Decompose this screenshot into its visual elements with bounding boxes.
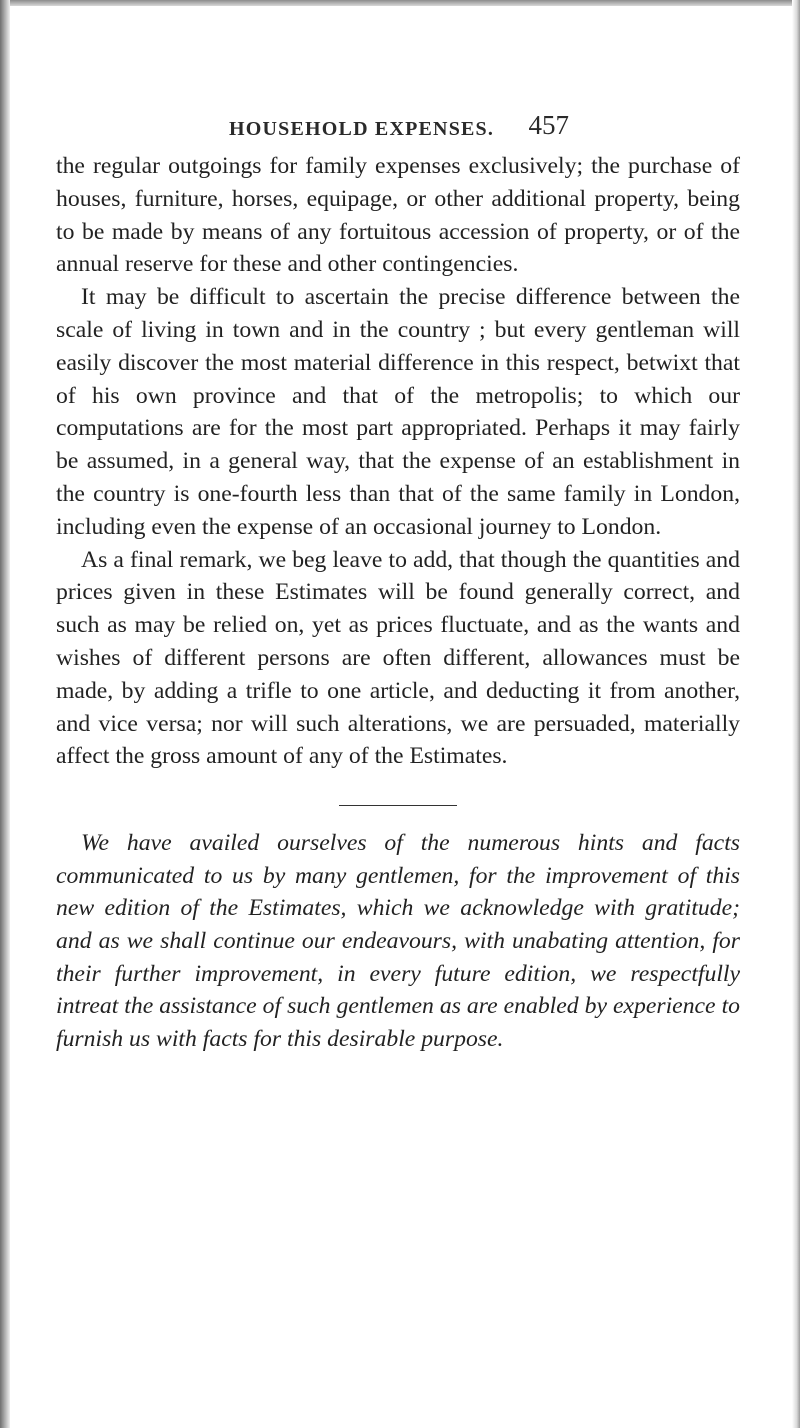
acknowledgement-note: We have availed ourselves of the numerous hints and facts communicated to us by many gentlemen, for the improvement of this new edition of the Estimates, which we acknowledge with gratitude; and as we shall continue our endeavours, with unabating attention, for their further improvement, in every future edition, we respectfully intreat the assistance of such gentlemen as are enabled by experience to furnish us with facts for this desirable purpose. (56, 830, 740, 1052)
paragraph-town-country: It may be difficult to ascertain the precise difference between the scale of living in town and in the country ; but every gentleman will easily discover the most material difference in this respect, betwixt that of his own province and that of the metropolis; to which our computations are for the most part appropriated. Perhaps it may fairly be assumed, in a general way, that the expense of an establishment in the country is one-fourth less than that of the same family in London, including even the expense of an occasional journey to London. (56, 284, 740, 540)
body-text (56, 150, 740, 1055)
page-edge-top (0, 0, 800, 6)
paragraph-continued: the regular outgoings for family expenses exclusively; the purchase of houses, furniture, horses, equipage, or other additional property, being to be made by means of any fortuitous accession of property, or of the annual reserve for these and other contingencies. (56, 153, 740, 278)
page-number: 457 (528, 110, 569, 140)
running-title: HOUSEHOLD EXPENSES. (229, 118, 495, 140)
paragraph-final-remark: As a final remark, we beg leave to add, that though the quantities and prices given in these Estimates will be found generally correct, and such as may be relied on, yet as prices fluctuate, and as the wants and wishes of different persons are often different, allowances must be made, by adding a trifle to one article, and deducting it from another, and vice versa; nor will such alterations, we are persuaded, materially affect the gross amount of any of the Estimates. (56, 546, 740, 770)
section-divider (339, 805, 457, 806)
running-head (229, 110, 569, 146)
page-edge-left (0, 0, 10, 1428)
page-edge-right (792, 0, 800, 1428)
